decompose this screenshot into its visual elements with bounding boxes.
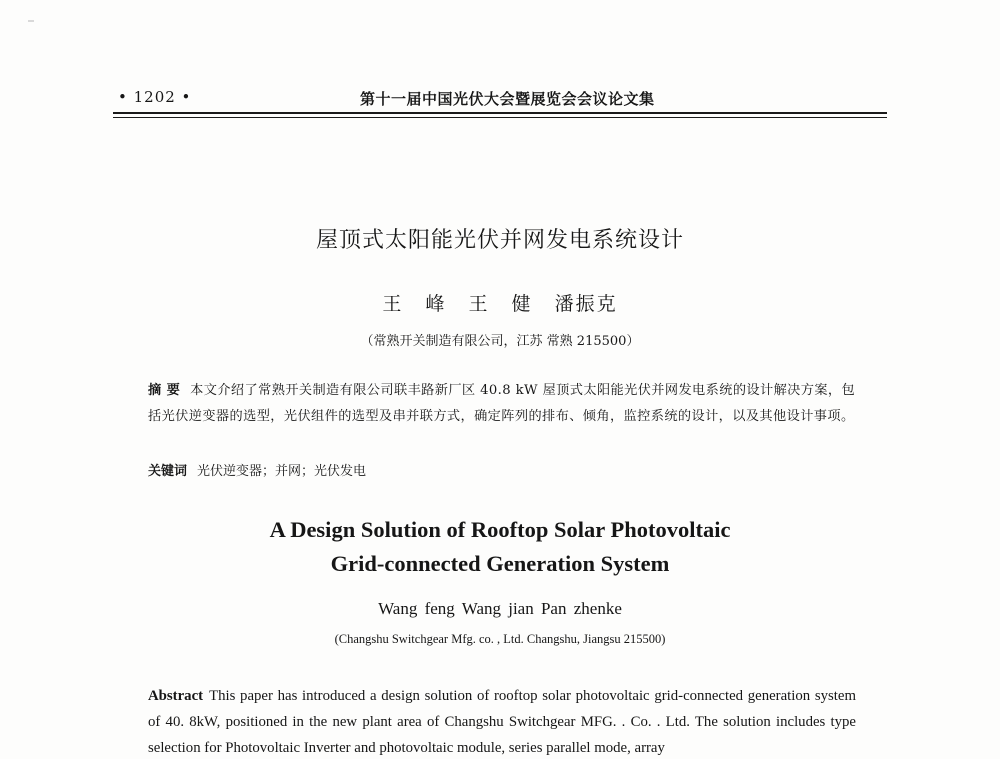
chinese-title: 屋顶式太阳能光伏并网发电系统设计 <box>315 228 684 253</box>
chinese-keywords-label: 关键词 <box>148 464 188 479</box>
chinese-keywords <box>148 460 366 479</box>
english-title-line-2: Grid-connected Generation System <box>330 551 670 576</box>
header-rule-thin <box>113 117 887 118</box>
chinese-authors: 王 峰 王 健 潘振克 <box>382 293 618 315</box>
english-abstract-text: This paper has introduced a design solution of rooftop solar photovoltaic grid-connected generation system of 40. 8kW, positioned in the new plant area of Changshu Switchgear MFG. . Co. . Ltd. The solution includes type selection for Photovoltaic Inverter and photovoltaic module, series parallel mode, array <box>148 688 856 756</box>
chinese-abstract <box>148 378 860 430</box>
english-abstract-label: Abstract <box>148 688 204 704</box>
chinese-keywords-text: 光伏逆变器；并网；光伏发电 <box>197 464 367 479</box>
english-affiliation: (Changshu Switchgear Mfg. co. , Ltd. Changshu, Jiangsu 215500) <box>334 632 666 646</box>
chinese-abstract-label: 摘 要 <box>148 383 181 398</box>
english-title-line-1: A Design Solution of Rooftop Solar Photovoltaic <box>269 517 731 542</box>
chinese-affiliation: （常熟开关制造有限公司，江苏 常熟 215500） <box>360 334 640 349</box>
scan-artifact <box>28 20 34 22</box>
header-rule-thick <box>113 112 887 114</box>
english-title <box>0 513 1000 581</box>
running-header-title: 第十一届中国光伏大会暨展览会会议论文集 <box>360 90 655 108</box>
page-number: • 1202 • <box>118 88 192 106</box>
english-abstract <box>148 683 856 761</box>
english-authors: Wang feng Wang jian Pan zhenke <box>378 599 622 618</box>
chinese-abstract-text: 本文介绍了常熟开关制造有限公司联丰路新厂区 40.8 kW 屋顶式太阳能光伏并网发电系统的设计解决方案，包括光伏逆变器的选型，光伏组件的选型及串并联方式，确定阵列的排布、倾角，监控系统的设计，以及其他设计事项。 <box>148 383 856 424</box>
